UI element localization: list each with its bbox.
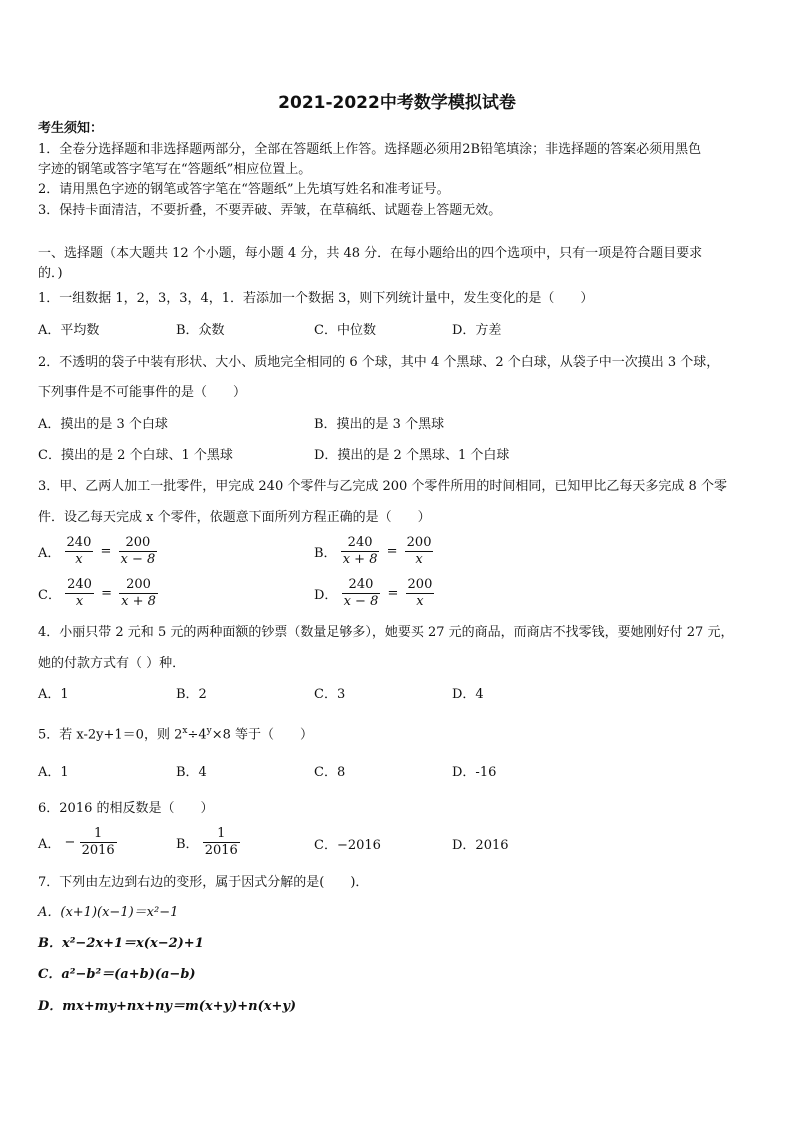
section-heading-cont: 的．) — [38, 266, 63, 281]
q4-option-b[interactable]: B．2 — [176, 687, 207, 702]
q7-option-c[interactable]: C．a²−b²＝(a+b)(a−b) — [38, 967, 196, 982]
q6-option-a[interactable]: A． − $\frac{1}{2016}$ — [38, 826, 115, 858]
q7-option-b[interactable]: B．x²−2x+1＝x(x−2)+1 — [38, 936, 204, 951]
q7-stem: 7．下列由左边到右边的变形，属于因式分解的是( )． — [38, 875, 369, 890]
q2-option-d[interactable]: D．摸出的是 2 个黑球、1 个白球 — [314, 448, 510, 463]
q2-option-a[interactable]: A．摸出的是 3 个白球 — [38, 417, 168, 432]
q3-c-fraction-right: $\frac{200}{x + 8}$ — [121, 577, 156, 609]
q3-d-fraction-left: $\frac{240}{x - 8}$ — [343, 577, 379, 609]
page-title: 2021-2022中考数学模拟试卷 — [278, 93, 516, 113]
q2-option-c[interactable]: C．摸出的是 2 个白球、1 个黑球 — [38, 448, 233, 463]
notice-item-1-cont: 字迹的钢笔或答字笔写在“答题纸”相应位置上。 — [38, 162, 312, 177]
notice-item-1: 1．全卷分选择题和非选择题两部分，全部在答题纸上作答。选择题必须用2B铅笔填涂；非选择题的答案必须用黑色 — [38, 142, 702, 157]
q3-option-b[interactable]: B． $\frac{240}{x + 8}$ = $\frac{200}{x}$ — [314, 535, 432, 567]
q5-option-c[interactable]: C．8 — [314, 765, 346, 780]
q3-option-d-label: D． — [314, 588, 338, 603]
q3-b-fraction-right: $\frac{200}{x}$ — [406, 535, 432, 567]
q6-stem: 6．2016 的相反数是（ ） — [38, 801, 214, 816]
q6-b-fraction: $\frac{1}{2016}$ — [204, 826, 238, 858]
q4-option-c[interactable]: C．3 — [314, 687, 346, 702]
q3-option-a[interactable]: A． $\frac{240}{x}$ = $\frac{200}{x - 8}$ — [38, 535, 156, 567]
q3-d-fraction-right: $\frac{200}{x}$ — [407, 577, 433, 609]
q3-b-fraction-left: $\frac{240}{x + 8}$ — [342, 535, 378, 567]
notice-heading: 考生须知： — [38, 121, 104, 136]
q5-stem: 5．若 x-2y+1＝0，则 $2^x\div 4^y\times 8$ 等于（ ） — [38, 726, 313, 743]
q2-stem-cont: 下列事件是不可能事件的是（ ） — [38, 385, 247, 400]
q2-option-b[interactable]: B．摸出的是 3 个黑球 — [314, 417, 445, 432]
q3-option-c-label: C． — [38, 588, 61, 603]
q5-option-d[interactable]: D．-16 — [452, 765, 497, 780]
q3-option-b-label: B． — [314, 546, 337, 561]
q7-option-a[interactable]: A．(x+1)(x−1)＝x²−1 — [38, 905, 179, 920]
q6-option-c[interactable]: C．−2016 — [314, 838, 381, 853]
q3-a-fraction-right: $\frac{200}{x - 8}$ — [120, 535, 156, 567]
q5-option-b[interactable]: B．4 — [176, 765, 207, 780]
q3-option-a-label: A． — [38, 546, 61, 561]
notice-item-2: 2．请用黑色字迹的钢笔或答字笔在“答题纸”上先填写姓名和准考证号。 — [38, 182, 450, 197]
section-heading: 一、选择题（本大题共 12 个小题，每小题 4 分，共 48 分．在每小题给出的四个选项中，只有一项是符合题目要求 — [38, 246, 703, 261]
q1-option-a[interactable]: A．平均数 — [38, 323, 100, 338]
q3-c-fraction-left: $\frac{240}{x}$ — [67, 577, 92, 609]
q1-option-c[interactable]: C．中位数 — [314, 323, 376, 338]
q4-stem: 4．小丽只带 2 元和 5 元的两种面额的钞票（数量足够多），她要买 27 元的商品，而商店不找零钱，要她刚好付 27 元， — [38, 625, 734, 640]
q4-option-d[interactable]: D．4 — [452, 687, 484, 702]
q4-stem-cont: 她的付款方式有（ ）种． — [38, 656, 186, 671]
q1-stem: 1．一组数据 1，2，3，3，4，1．若添加一个数据 3，则下列统计量中，发生变化的是（ ） — [38, 291, 594, 306]
q3-stem: 3．甲、乙两人加工一批零件，甲完成 240 个零件与乙完成 200 个零件所用的时间相同，已知甲比乙每天多完成 8 个零 — [38, 479, 727, 494]
q4-option-a[interactable]: A．1 — [38, 687, 69, 702]
q3-stem-cont: 件．设乙每天完成 x 个零件，依题意下面所列方程正确的是（ ） — [38, 510, 431, 525]
q7-option-d[interactable]: D．mx+my+nx+ny＝m(x+y)+n(x+y) — [38, 999, 297, 1014]
notice-item-3: 3．保持卡面清洁，不要折叠，不要弄破、弄皱，在草稿纸、试题卷上答题无效。 — [38, 203, 502, 218]
q3-a-fraction-left: $\frac{240}{x}$ — [66, 535, 92, 567]
q2-stem: 2．不透明的袋子中装有形状、大小、质地完全相同的 6 个球，其中 4 个黑球、2 个白球，从袋子中一次摸出 3 个球， — [38, 355, 720, 370]
q3-option-d[interactable]: D． $\frac{240}{x - 8}$ = $\frac{200}{x}$ — [314, 577, 433, 609]
q1-option-b[interactable]: B．众数 — [176, 323, 225, 338]
q1-option-d[interactable]: D．方差 — [452, 323, 502, 338]
q5-option-a[interactable]: A．1 — [38, 765, 69, 780]
q6-option-d[interactable]: D．2016 — [452, 838, 509, 853]
q3-option-c[interactable]: C． $\frac{240}{x}$ = $\frac{200}{x + 8}$ — [38, 577, 156, 609]
q6-option-b[interactable]: B． $\frac{1}{2016}$ — [176, 826, 238, 858]
q6-a-fraction: $\frac{1}{2016}$ — [81, 826, 115, 858]
